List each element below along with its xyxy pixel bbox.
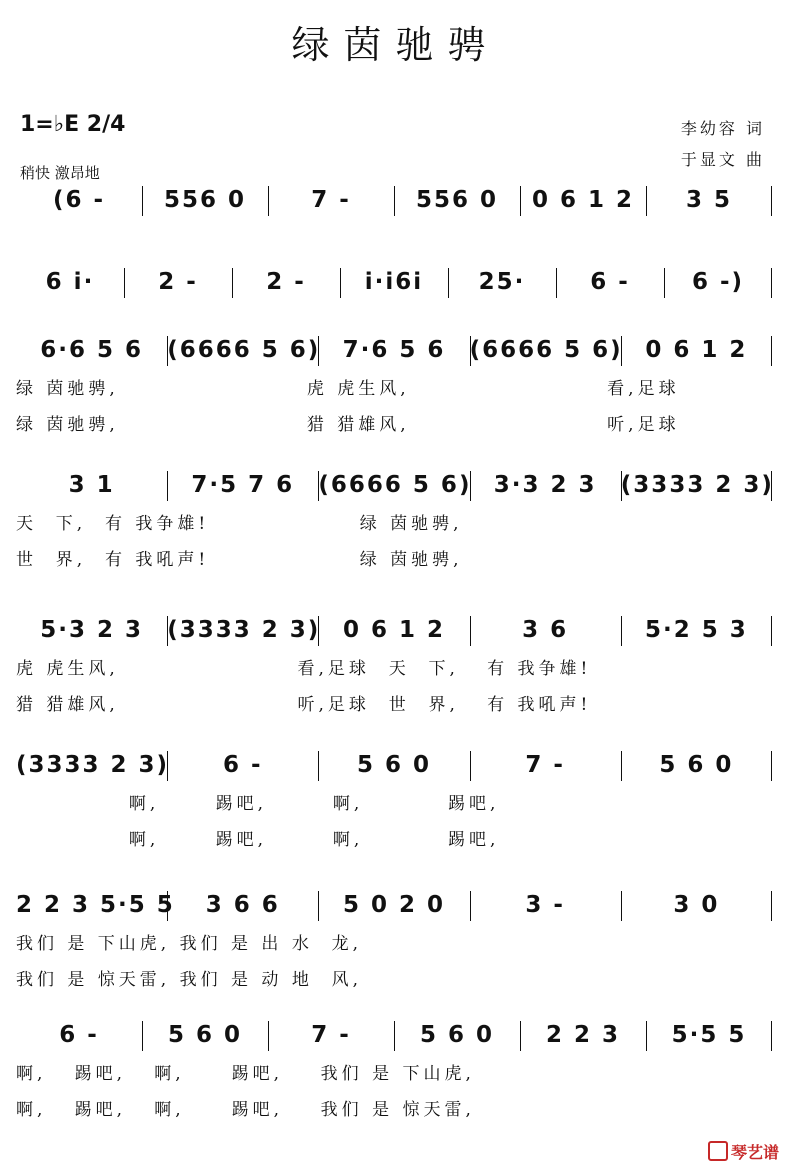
composer-credit: 于显文 曲	[680, 150, 765, 169]
measure: 6 -	[590, 269, 630, 295]
measure: 556 0	[415, 187, 499, 213]
lyric-line: 绿 茵驰骋, 猎 猎雄风, 听,足球	[16, 415, 680, 435]
lyric-line: 啊, 踢吧, 啊, 踢吧,	[16, 830, 500, 850]
staff-row	[0, 180, 791, 220]
measure-line	[16, 885, 772, 925]
barline	[646, 186, 647, 216]
barline	[167, 616, 168, 646]
lyric-line: 世 界, 有 我吼声! 绿 茵驰骋,	[16, 550, 463, 570]
barline	[771, 891, 772, 921]
measure: 7·6 5 6	[342, 337, 446, 363]
measure: 5 6 0	[659, 752, 734, 778]
measure: 6 -	[223, 752, 263, 778]
measure: (3333 2 3)	[620, 472, 774, 498]
staff-row	[0, 262, 791, 302]
measure: (3333 2 3)	[16, 752, 170, 778]
measure: 6 -)	[691, 269, 745, 295]
measure: 5·3 2 3	[40, 617, 143, 643]
measure-line	[16, 330, 772, 370]
barline	[771, 336, 772, 366]
barline	[318, 891, 319, 921]
measure-line	[16, 610, 772, 650]
staff-row	[0, 1015, 791, 1120]
measure: i·i6i	[364, 269, 424, 295]
staff-row	[0, 465, 791, 570]
lyric-line: 啊, 踢吧, 啊, 踢吧, 我们 是 惊天雷,	[16, 1100, 475, 1120]
staff-row	[0, 885, 791, 990]
barline	[167, 891, 168, 921]
measure: (3333 2 3)	[167, 617, 321, 643]
measure-line	[16, 1015, 772, 1055]
barline	[621, 616, 622, 646]
barline	[268, 1021, 269, 1051]
barline	[520, 186, 521, 216]
measure: 0 6 1 2	[645, 337, 748, 363]
barline	[771, 751, 772, 781]
barline	[142, 186, 143, 216]
barline	[621, 471, 622, 501]
barline	[771, 471, 772, 501]
barline	[664, 268, 665, 298]
barline	[621, 751, 622, 781]
key-signature: 1=♭E 2/4	[20, 112, 126, 137]
barline	[232, 268, 233, 298]
barline	[318, 471, 319, 501]
measure-line	[16, 262, 772, 302]
measure: 0 6 1 2	[342, 617, 445, 643]
measure: 2 -	[266, 269, 306, 295]
measure: 6 i·	[45, 269, 95, 295]
measure: 5·5 5	[671, 1022, 747, 1048]
barline	[470, 471, 471, 501]
barline	[167, 336, 168, 366]
barline	[771, 268, 772, 298]
measure: 2 -	[158, 269, 198, 295]
barline	[142, 1021, 143, 1051]
measure: 3 6	[522, 617, 569, 643]
lyric-line: 虎 虎生风, 看,足球 天 下, 有 我争雄!	[16, 659, 592, 679]
measure: 7 -	[311, 1022, 351, 1048]
measure: 2 2 3	[545, 1022, 621, 1048]
barline	[771, 1021, 772, 1051]
watermark-logo	[708, 1140, 779, 1163]
measure: 25·	[478, 269, 526, 295]
staff-row	[0, 610, 791, 715]
barline	[167, 471, 168, 501]
barline	[646, 1021, 647, 1051]
measure: 2 2 3 5·5 5	[16, 892, 175, 918]
lyric-line: 啊, 踢吧, 啊, 踢吧,	[16, 794, 500, 814]
watermark-text: 琴艺谱	[730, 1143, 779, 1162]
barline	[556, 268, 557, 298]
barline	[470, 751, 471, 781]
measure: 5·2 5 3	[645, 617, 748, 643]
barline	[318, 616, 319, 646]
measure: 5 6 0	[356, 752, 431, 778]
barline	[470, 891, 471, 921]
lyric-line: 猎 猎雄风, 听,足球 世 界, 有 我吼声!	[16, 695, 592, 715]
measure-line	[16, 180, 772, 220]
measure: (6666 5 6)	[469, 337, 623, 363]
measure: 7 -	[311, 187, 351, 213]
barline	[448, 268, 449, 298]
lyricist-credit: 李幼容 词	[680, 119, 765, 138]
measure-line	[16, 465, 772, 505]
barline	[340, 268, 341, 298]
measure: 3 6 6	[205, 892, 280, 918]
measure: 5 6 0	[419, 1022, 495, 1048]
measure-line	[16, 745, 772, 785]
measure: 6 -	[59, 1022, 99, 1048]
measure: 3 -	[525, 892, 565, 918]
measure: 3 0	[673, 892, 720, 918]
measure: 5 0 2 0	[342, 892, 445, 918]
barline	[268, 186, 269, 216]
measure: (6 -	[52, 187, 106, 213]
barline	[124, 268, 125, 298]
lyric-line: 绿 茵驰骋, 虎 虎生风, 看,足球	[16, 379, 680, 399]
barline	[470, 616, 471, 646]
barline	[771, 186, 772, 216]
barline	[318, 751, 319, 781]
staff-row	[0, 330, 791, 435]
measure: (6666 5 6)	[318, 472, 472, 498]
lyric-line: 天 下, 有 我争雄! 绿 茵驰骋,	[16, 514, 463, 534]
measure: 6·6 5 6	[40, 337, 143, 363]
logo-icon	[708, 1141, 728, 1161]
staff-row	[0, 745, 791, 850]
measure: 5 6 0	[167, 1022, 243, 1048]
measure: 7·5 7 6	[191, 472, 295, 498]
page-title: 绿茵驰骋	[291, 23, 500, 67]
measure: 0 6 1 2	[531, 187, 635, 213]
measure: 556 0	[163, 187, 247, 213]
measure: 3 5	[685, 187, 732, 213]
barline	[520, 1021, 521, 1051]
lyric-line: 啊, 踢吧, 啊, 踢吧, 我们 是 下山虎,	[16, 1064, 475, 1084]
lyric-line: 我们 是 惊天雷, 我们 是 动 地 风,	[16, 970, 363, 990]
barline	[621, 891, 622, 921]
measure: 3·3 2 3	[493, 472, 597, 498]
tempo-marking: 稍快 激昂地	[20, 164, 100, 182]
barline	[394, 186, 395, 216]
measure: 7 -	[525, 752, 565, 778]
barline	[621, 336, 622, 366]
barline	[771, 616, 772, 646]
barline	[318, 336, 319, 366]
barline	[394, 1021, 395, 1051]
measure: 3 1	[68, 472, 115, 498]
measure: (6666 5 6)	[167, 337, 321, 363]
barline	[470, 336, 471, 366]
lyric-line: 我们 是 下山虎, 我们 是 出 水 龙,	[16, 934, 363, 954]
barline	[167, 751, 168, 781]
